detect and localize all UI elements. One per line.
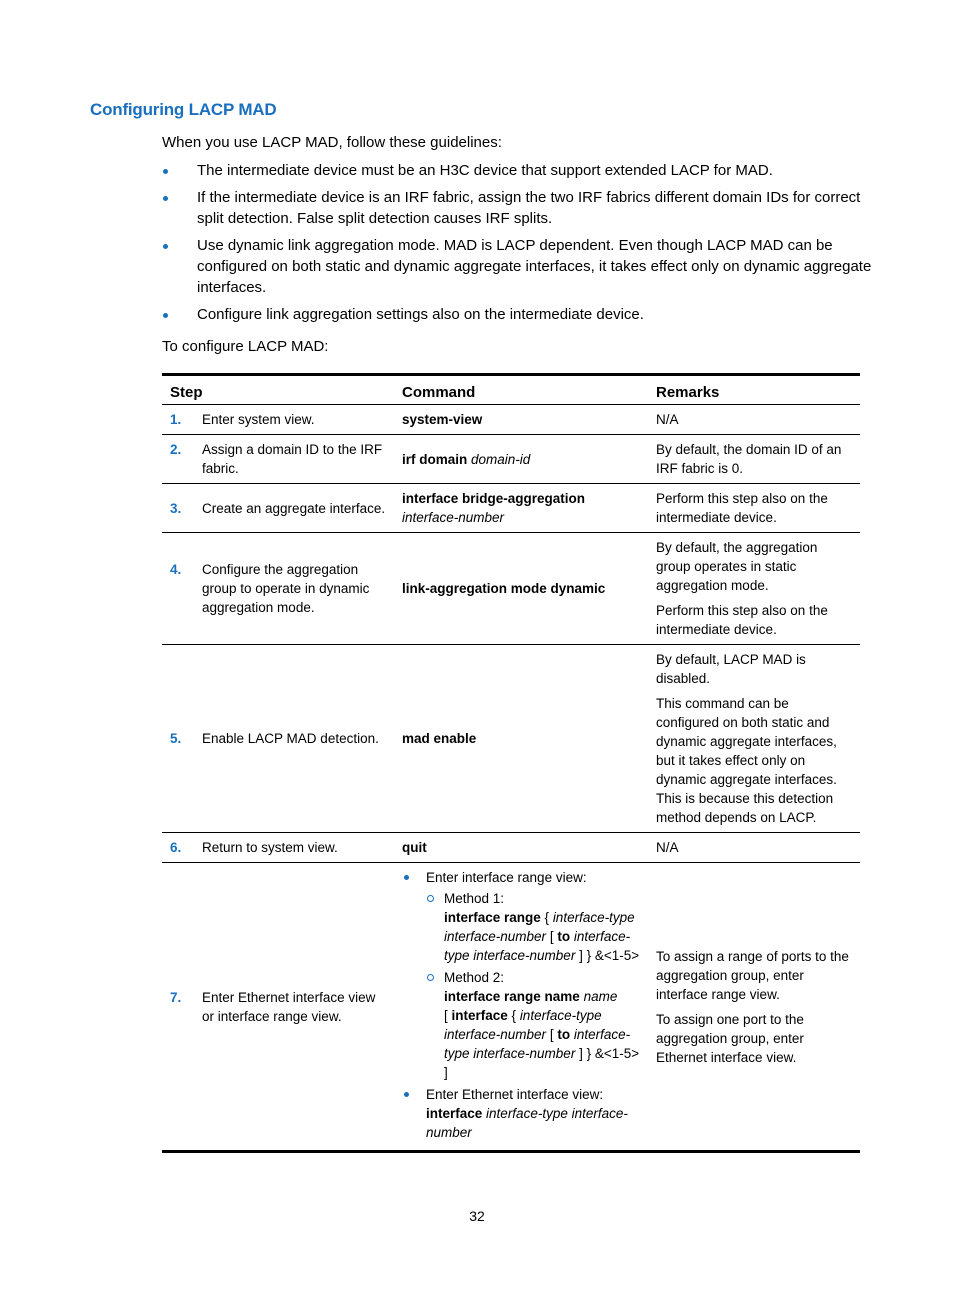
method-1-label: Method 1: [444,891,505,906]
page-number: 32 [469,1208,485,1224]
remark-text: This command can be configured on both static and dynamic aggregate interfaces, but it takes effect only on dynamic aggregate interfaces. This is because this detection method depends on LACP. [656,696,837,825]
command-syntax: ] } &<1-5> ] [444,1046,640,1080]
step-number: 5. [170,731,182,746]
table-row [162,863,860,1152]
step-number: 4. [170,562,182,577]
command-syntax: { [507,1008,520,1023]
remark-text: By default, LACP MAD is disabled. [656,652,806,686]
command-argument: interface-number [402,510,505,525]
command-keyword: interface [426,1106,483,1121]
step-text: Enter Ethernet interface view or interface range view. [202,989,376,1024]
command-keyword: interface bridge-aggregation [402,491,586,506]
step-number: 1. [170,412,182,427]
config-table [162,373,860,1153]
remark-text: N/A [656,412,679,427]
step-number: 2. [170,442,182,457]
command-argument: domain-id [471,451,531,467]
command-keyword: mad enable [402,731,477,746]
header-command: Command [394,375,648,405]
methods-list [426,889,640,1082]
command-keyword: to [557,1027,571,1042]
command-keyword: quit [402,840,427,855]
table-row [162,405,860,435]
table-row [162,484,860,533]
command-syntax: [ [546,929,558,944]
guideline-item: The intermediate device must be an H3C device that support extended LACP for MAD. [162,160,872,181]
command-argument: interface-type interface-number [444,1027,631,1061]
command-keyword: interface [451,1008,508,1023]
step-text: Enter system view. [202,412,315,427]
section-heading: Configuring LACP MAD [90,100,277,119]
method-2-label: Method 2: [444,970,505,985]
command-syntax: ] } &<1-5> [575,948,640,963]
command-argument: interface-type interface-number [444,910,635,944]
command-syntax: { [540,910,553,925]
table-row [162,645,860,833]
step-text: Return to system view. [202,840,338,855]
remark-text: Perform this step also on the intermediate device. [656,491,828,525]
command-syntax: [ [546,1027,558,1042]
command-keyword: system-view [402,412,483,427]
intro-text: When you use LACP MAD, follow these guidelines: [162,134,502,151]
command-argument: name [583,989,618,1004]
remark-text: To assign a range of ports to the aggregation group, enter interface range view. [656,948,849,1002]
range-view-label: Enter interface range view: [426,870,587,885]
list-item [402,868,640,1082]
list-item [426,968,640,1082]
command-keyword: interface range name [444,989,580,1004]
step-number: 7. [170,989,182,1005]
list-item [402,1085,640,1142]
guideline-item: Configure link aggregation settings also on the intermediate device. [162,304,872,325]
guideline-item: If the intermediate device is an IRF fabric, assign the two IRF fabrics different domain IDs for correct split detection. False split detection causes IRF splits. [162,187,872,229]
remark-text: By default, the aggregation group operates in static aggregation mode. [656,540,818,593]
command-keyword: to [557,929,571,944]
step-text: Configure the aggregation group to operate in dynamic aggregation mode. [202,562,370,615]
step-text: Enable LACP MAD detection. [202,731,379,746]
remark-text: To assign one port to the aggregation group, enter Ethernet interface view. [656,1011,804,1065]
command-keyword: irf domain [402,451,468,467]
command-syntax: [ [444,1008,452,1023]
to-configure-text: To configure LACP MAD: [162,338,329,355]
remark-text: Perform this step also on the intermediate device. [656,603,828,637]
command-keyword: interface range [444,910,541,925]
guideline-item: Use dynamic link aggregation mode. MAD is LACP dependent. Even though LACP MAD can be configured on both static and dynamic aggregate interfaces, it takes effect only on dynamic aggregate interfaces. [162,235,872,298]
ethernet-view-label: Enter Ethernet interface view: [426,1087,604,1102]
list-item [426,889,640,965]
step-text: Assign a domain ID to the IRF fabric. [202,442,383,476]
header-step: Step [162,375,394,405]
command-options-list [402,868,640,1142]
guidelines-list [162,160,872,331]
table-row [162,435,860,484]
table-row [162,833,860,863]
command-argument: interface-type interface-number [426,1106,628,1140]
header-remarks: Remarks [648,375,860,405]
table-row [162,533,860,645]
table-header-row [162,375,860,405]
step-number: 6. [170,840,182,855]
remark-text: By default, the domain ID of an IRF fabric is 0. [656,442,842,476]
command-keyword: link-aggregation mode dynamic [402,581,606,596]
command-argument: interface-type interface-number [444,929,631,963]
remark-text: N/A [656,840,679,855]
command-argument: interface-type interface-number [444,1008,602,1042]
step-number: 3. [170,500,182,516]
step-text: Create an aggregate interface. [202,500,386,516]
